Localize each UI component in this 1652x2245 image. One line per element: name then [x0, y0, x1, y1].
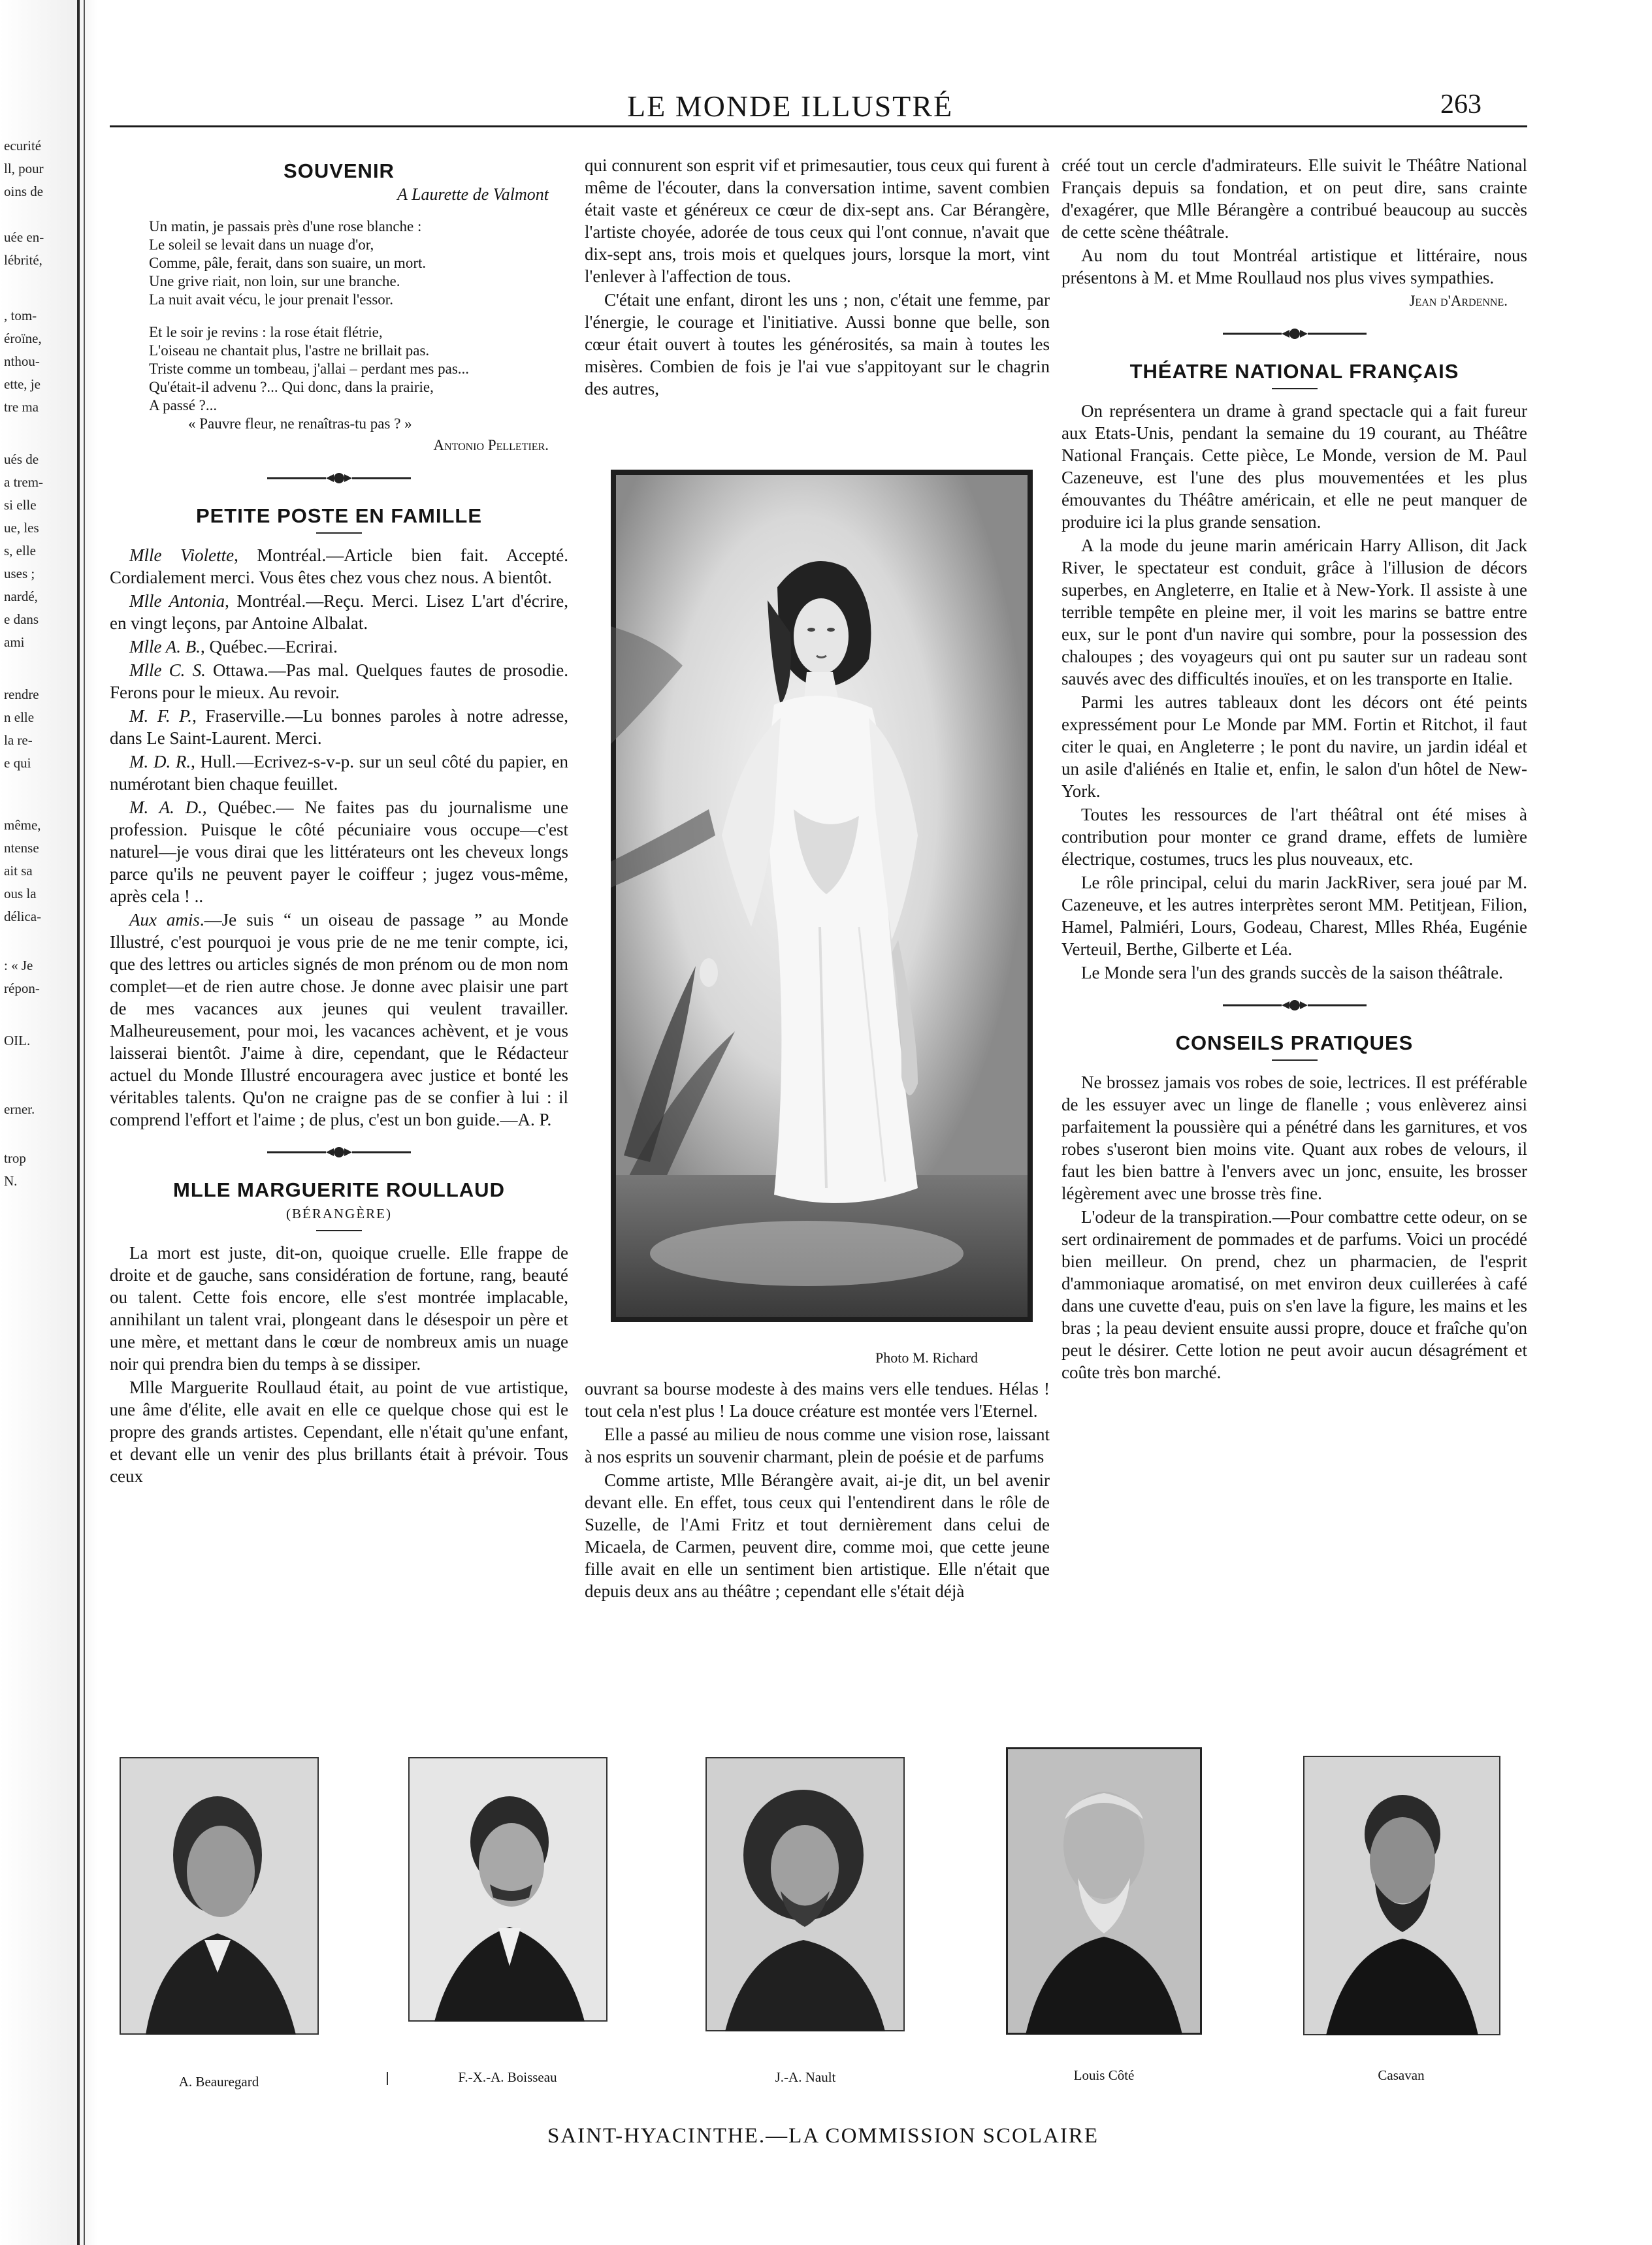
previous-page-fragment: nardé,	[4, 589, 38, 604]
page-number: 263	[1440, 89, 1482, 120]
margin-mark	[387, 2072, 388, 2085]
previous-page-fragment: uée en-	[4, 229, 44, 245]
souvenir-signature: Antonio Pelletier.	[433, 437, 549, 453]
poem-line: « Pauvre fleur, ne renaîtras-tu pas ? »	[188, 415, 412, 432]
petite-poste-heading: PETITE POSTE EN FAMILLE	[195, 504, 483, 527]
entry-recipient: Mlle Antonia	[129, 591, 225, 611]
previous-page-fragment: lébrité,	[4, 252, 42, 268]
masthead-title: LE MONDE ILLUSTRÉ	[627, 89, 954, 123]
previous-page-fragment: oins de	[4, 184, 44, 199]
poem-line: Un matin, je passais près d'une rose blanche :	[149, 218, 422, 234]
column-1	[110, 160, 568, 1489]
previous-page-fragment: trop	[4, 1150, 26, 1166]
section-ornament	[261, 1145, 417, 1159]
portrait-name: J.-A. Nault	[775, 2069, 836, 2085]
theatre-paragraph: Toutes les ressources de l'art théâtral ont été mises à contribution pour monter ce grand drame, effets de lumière électrique, costumes, trucs les plus nouveaux, etc.	[1061, 805, 1527, 869]
roullaud-paragraph: C'était une enfant, diront les uns ; non, c'était une femme, par l'énergie, le courage et l'initiative. Aussi bonne que belle, son cœur était ouvert à toutes les générosités, sa main à toutes les misères. Combien de fois je l'ai vue s'appitoyant sur le chagrin des autres,	[585, 290, 1050, 398]
previous-page-fragment: ue, les	[4, 520, 39, 536]
poem-line: L'oiseau ne chantait plus, l'astre ne brillait pas.	[149, 342, 430, 359]
previous-page-fragment: : « Je	[4, 958, 33, 973]
previous-page-fragment: tre ma	[4, 399, 39, 415]
souvenir-dedication: A Laurette de Valmont	[397, 185, 549, 204]
portrait-cote	[1006, 1747, 1202, 2035]
portrait-nault	[705, 1757, 905, 2031]
poem-line: Comme, pâle, ferait, dans son suaire, un mort.	[149, 255, 427, 271]
poem-line: Qu'était-il advenu ?... Qui donc, dans la prairie,	[149, 379, 434, 395]
previous-page-fragment: nthou-	[4, 353, 40, 369]
conseils-heading: CONSEILS PRATIQUES	[1175, 1031, 1414, 1054]
previous-page-fragment: ués de	[4, 451, 39, 467]
petite-poste-entry	[110, 590, 568, 634]
entry-text: , Québec.—Ecrirai.	[200, 637, 338, 656]
conseils-paragraph: L'odeur de la transpiration.—Pour combattre cette odeur, on se sert ordinairement de pommades et de parfums. Voici un procédé bien meilleur. On prend, chez un pharmacien, de l'esprit d'ammoniaque aromatisé, on met environ deux cuillerées à café dans une cuvette d'eau, puis on s'en lave la figure, les mains et les bras ; la peau devient ensuite aussi propre, douce et fraîche qu'on peut le désirer. Cette lotion ne peut avoir aucun désagrément et coûte très bon marché.	[1061, 1207, 1527, 1382]
entry-text: , Montréal.—Article bien fait. Accepté. Cordialement merci. Vous êtes chez vous chez nous. A bientôt.	[110, 545, 568, 587]
section-ornament	[261, 471, 417, 485]
theatre-paragraph: Le Monde sera l'un des grands succès de la saison théâtrale.	[1081, 963, 1503, 982]
previous-page-fragment: ous la	[4, 886, 37, 901]
column-2-top	[585, 154, 1050, 401]
entry-recipient: M. F. P.	[129, 706, 193, 726]
previous-page-fragment: uses ;	[4, 566, 35, 581]
poem-line: Le soleil se levait dans un nuage d'or,	[149, 236, 374, 253]
entry-recipient: Mlle C. S.	[129, 660, 206, 680]
entry-text: Ottawa.—Pas mal. Quelques fautes de prosodie. Ferons pour le mieux. Au revoir.	[110, 660, 568, 702]
entry-recipient: Mlle A. B.	[129, 637, 201, 656]
theatre-paragraph: Le rôle principal, celui du marin JackRiver, sera joué par M. Cazeneuve, et les autres interprètes seront MM. Petitjean, Filion, Hamel, Palmiéri, Lours, Godeau, Charest, Mlles Rhéa, Eugénie Verteuil, Berthe, Gilberte et Léa.	[1061, 873, 1527, 959]
bottom-caption: SAINT-HYACINTHE.—LA COMMISSION SCOLAIRE	[547, 2124, 1099, 2148]
previous-page-fragment: erner.	[4, 1101, 35, 1117]
petite-poste-entries	[110, 544, 568, 1131]
entry-text: , Fraserville.—Lu bonnes paroles à notre adresse, dans Le Saint-Laurent. Merci.	[110, 706, 568, 748]
column-2-bottom	[585, 1378, 1050, 1604]
souvenir-poem	[149, 218, 568, 433]
portrait-name: F.-X.-A. Boisseau	[458, 2069, 557, 2085]
roullaud-paragraph: ouvrant sa bourse modeste à des mains vers elle tendues. Hélas ! tout cela n'est plus ! La douce créature est montée vers l'Eternel.	[585, 1379, 1050, 1421]
photo-caption: Photo M. Richard	[875, 1349, 979, 1366]
previous-page-fragment: n elle	[4, 709, 35, 725]
conseils-paragraph: Ne brossez jamais vos robes de soie, lectrices. Il est préférable de les essuyer avec un linge de flanelle ; vous enlèverez ainsi parfaitement la poussière qui a pénétré dans les garnitures, et vos robes s'useront bien moins vite. Quant aux robes de velours, il faut les bien battre à l'envers avec un jonc, ensuite, les brosser légèrement avec une brosse très fine.	[1061, 1073, 1527, 1203]
roullaud-heading: MLLE MARGUERITE ROULLAUD	[173, 1178, 505, 1201]
petite-poste-entry	[110, 659, 568, 703]
roullaud-paragraph: Au nom du tout Montréal artistique et littéraire, nous présentons à M. et Mme Roullaud nos plus vives sympathies.	[1061, 246, 1527, 287]
previous-page-fragment: répon-	[4, 980, 40, 996]
theatre-paragraph: A la mode du jeune marin américain Harry Allison, dit Jack River, le spectateur est conduit, grâce à l'illusion de décors superbes, en Angleterre, en Italie et à New-York. Il assiste à une terrible tempête en pleine mer, il voit les marins se battre entre eux, sur le pont d'un navire qui sombre, pour la possession des chaloupes ; des voyageurs qui ont pu sauter sur un radeau sont sauvés avec des difficultés inouïes, et on les transporte en Italie.	[1061, 536, 1527, 688]
portrait-beauregard	[120, 1757, 319, 2035]
entry-text: , Montréal.—Reçu. Merci. Lisez L'art d'écrire, en vingt leçons, par Antoine Albalat.	[110, 591, 568, 633]
entry-text: , Hull.—Ecrivez-s-v-p. sur un seul côté du papier, en numérotant bien chaque feuillet.	[110, 752, 568, 794]
masthead-rule	[110, 125, 1527, 127]
previous-page-fragment: a trem-	[4, 474, 44, 490]
previous-page-fragment: e dans	[4, 611, 39, 627]
poem-line: Et le soir je revins : la rose était flétrie,	[149, 324, 383, 340]
previous-page-fragment: délica-	[4, 909, 42, 924]
previous-page-fragment: ami	[4, 634, 25, 650]
roullaud-paragraph: Elle a passé au milieu de nous comme une vision rose, laissant à nos esprits un souvenir charmant, plein de poésie et de parfums	[585, 1425, 1050, 1466]
section-ornament	[1216, 998, 1373, 1012]
page-fold-line-inner	[84, 0, 85, 2245]
portrait-boisseau	[408, 1757, 607, 2022]
previous-page-fragment: ntense	[4, 840, 39, 856]
roullaud-subtitle: (BÉRANGÈRE)	[286, 1206, 392, 1221]
petite-poste-entry	[110, 909, 568, 1131]
previous-page-fragment: N.	[4, 1173, 18, 1189]
roullaud-paragraph: qui connurent son esprit vif et primesautier, tous ceux qui furent à même de l'écouter, dans la conversation intime, savent combien était vaste et généreux ce cœur de dix-sept ans. Car Bérangère, l'artiste choyée, adorée de tous ceux qui l'ont connue, n'avait que dix-sept ans, trois mois et quelques jours, lorsque la mort, vint l'enlever à l'affection de tous.	[585, 155, 1050, 286]
previous-page-fragment: ecurité	[4, 138, 42, 153]
previous-page-fragment: ait sa	[4, 863, 33, 879]
theatre-paragraph: On représentera un drame à grand spectacle qui a fait fureur aux Etats-Unis, pendant la semaine du 19 courant, au Théâtre National Français. Cette pièce, Le Monde, version de M. Paul Cazeneuve, est l'une des plus mouvementées et les plus émouvantes du Théâtre américain, et elle ne peut manquer de produire ici la plus grande sensation.	[1061, 401, 1527, 532]
previous-page-fragment: s, elle	[4, 543, 36, 558]
petite-poste-entry	[110, 705, 568, 749]
theatre-paragraph: Parmi les autres tableaux dont les décors ont été peints expressément pour Le Monde par MM. Fortin et Ritchot, il faut citer le quai, en Angleterre ; le pont du navire, un jardin idéal et un asile d'aliénés en Italie et, enfin, le salon d'un hôtel de New-York.	[1061, 692, 1527, 801]
portrait-name: Casavan	[1378, 2067, 1425, 2083]
section-ornament	[1216, 327, 1373, 341]
portrait-name: A. Beauregard	[178, 2074, 259, 2090]
poem-line: Triste comme un tombeau, j'allai – perdant mes pas...	[149, 361, 470, 377]
column-3	[1061, 154, 1527, 1385]
previous-page-fragment: éroïne,	[4, 331, 42, 346]
previous-page-fragment: e qui	[4, 755, 31, 771]
poem-line: La nuit avait vécu, le jour prenait l'essor.	[149, 291, 393, 308]
poem-line: A passé ?...	[149, 397, 218, 413]
previous-page-fragment: la re-	[4, 732, 33, 748]
previous-page-fragment: ette, je	[4, 376, 40, 392]
roullaud-paragraph: La mort est juste, dit-on, quoique cruelle. Elle frappe de droite et de gauche, sans considération de fortune, rang, beauté ou talent. Cette fois encore, elle s'est montrée implacable, annihilant un talent vrai, plongeant dans le désespoir un père et une mère, et mettant dans le cœur de nombreux amis un nuage noir qui prendra bien du temps à se dissiper.	[110, 1243, 568, 1374]
previous-page-fragment: ll, pour	[4, 161, 44, 176]
entry-recipient: Aux amis	[129, 910, 200, 929]
page-fold-line	[77, 0, 80, 2245]
petite-poste-entry	[110, 751, 568, 795]
entry-recipient: M. D. R.	[129, 752, 191, 771]
petite-poste-entry	[110, 544, 568, 589]
portrait-name: Louis Côté	[1073, 2067, 1135, 2083]
previous-page-fragment: rendre	[4, 686, 39, 702]
petite-poste-entry	[110, 796, 568, 907]
roullaud-paragraph: Comme artiste, Mlle Bérangère avait, ai-je dit, un bel avenir devant elle. En effet, tous ceux qui l'entendirent dans le rôle de Suzelle, de l'Ami Fritz et tout dernièrement dans celui de Micaela, de Carmen, peuvent dire, comme moi, que cette jeune fille avait en elle un sentiment bien artistique. Elle n'était que depuis deux ans au théâtre ; cependant elle s'était déjà	[585, 1470, 1050, 1601]
souvenir-heading: SOUVENIR	[283, 159, 395, 182]
poem-line: Une grive riait, non loin, sur une branche.	[149, 273, 400, 289]
petite-poste-entry	[110, 636, 568, 658]
portrait-casavan	[1303, 1756, 1500, 2035]
entry-text: .—Je suis “ un oiseau de passage ” au Monde Illustré, c'est pourquoi je vous prie de ne me tenir compte, ici, que des lettres ou articles signés de mon prénom ou de mon nom complet—et de rien autre chose. Je donne avec plaisir une part de mes vacances aux jeunes qui veulent travailler. Malheureusement, pour moi, les vacances achèvent, et je vous laisserai bientôt. J'aime à dire, cependant, que le Rédacteur actuel du Monde Illustré encouragera avec justice et bonté les véritables talents. Qu'on ne craigne pas de se confier à lui : il comprend l'effort et l'aime ; de plus, c'est un bon guide.—A. P.	[110, 910, 568, 1129]
previous-page-fragment: , tom-	[4, 308, 37, 323]
entry-text: , Québec.— Ne faites pas du journalisme une profession. Puisque le côté pécuniaire vous occupe—c'est naturel—je vous dirai que les littérateurs ont les cheveux longs parce qu'ils ne peuvent payer le coiffeur ; jugez vous-même, après cela ! ..	[110, 798, 568, 906]
previous-page-fragment: OIL.	[4, 1033, 31, 1048]
previous-page-fragment: si elle	[4, 497, 37, 513]
roullaud-signature: Jean d'Ardenne.	[1409, 293, 1508, 309]
roullaud-paragraph: Mlle Marguerite Roullaud était, au point de vue artistique, une âme d'élite, elle avait en elle ce quelque chose qui est le propre des grands artistes. Cependant, elle n'était qu'une enfant, et devant elle un venir des plus brillants était à prévoir. Tous ceux	[110, 1378, 568, 1486]
entry-recipient: M. A. D.	[129, 798, 202, 817]
entry-recipient: Mlle Violette	[129, 545, 235, 565]
roullaud-paragraph: créé tout un cercle d'admirateurs. Elle suivit le Théâtre National Français depuis sa fondation, et on peut dire, sans crainte d'exagérer, que Mlle Bérangère a contribué beaucoup au succès de cette scène théâtrale.	[1061, 155, 1527, 242]
previous-page-fragment: même,	[4, 817, 41, 833]
theatre-heading: THÉATRE NATIONAL FRANÇAIS	[1129, 360, 1459, 383]
portrait-photo-berangere	[611, 470, 1033, 1322]
